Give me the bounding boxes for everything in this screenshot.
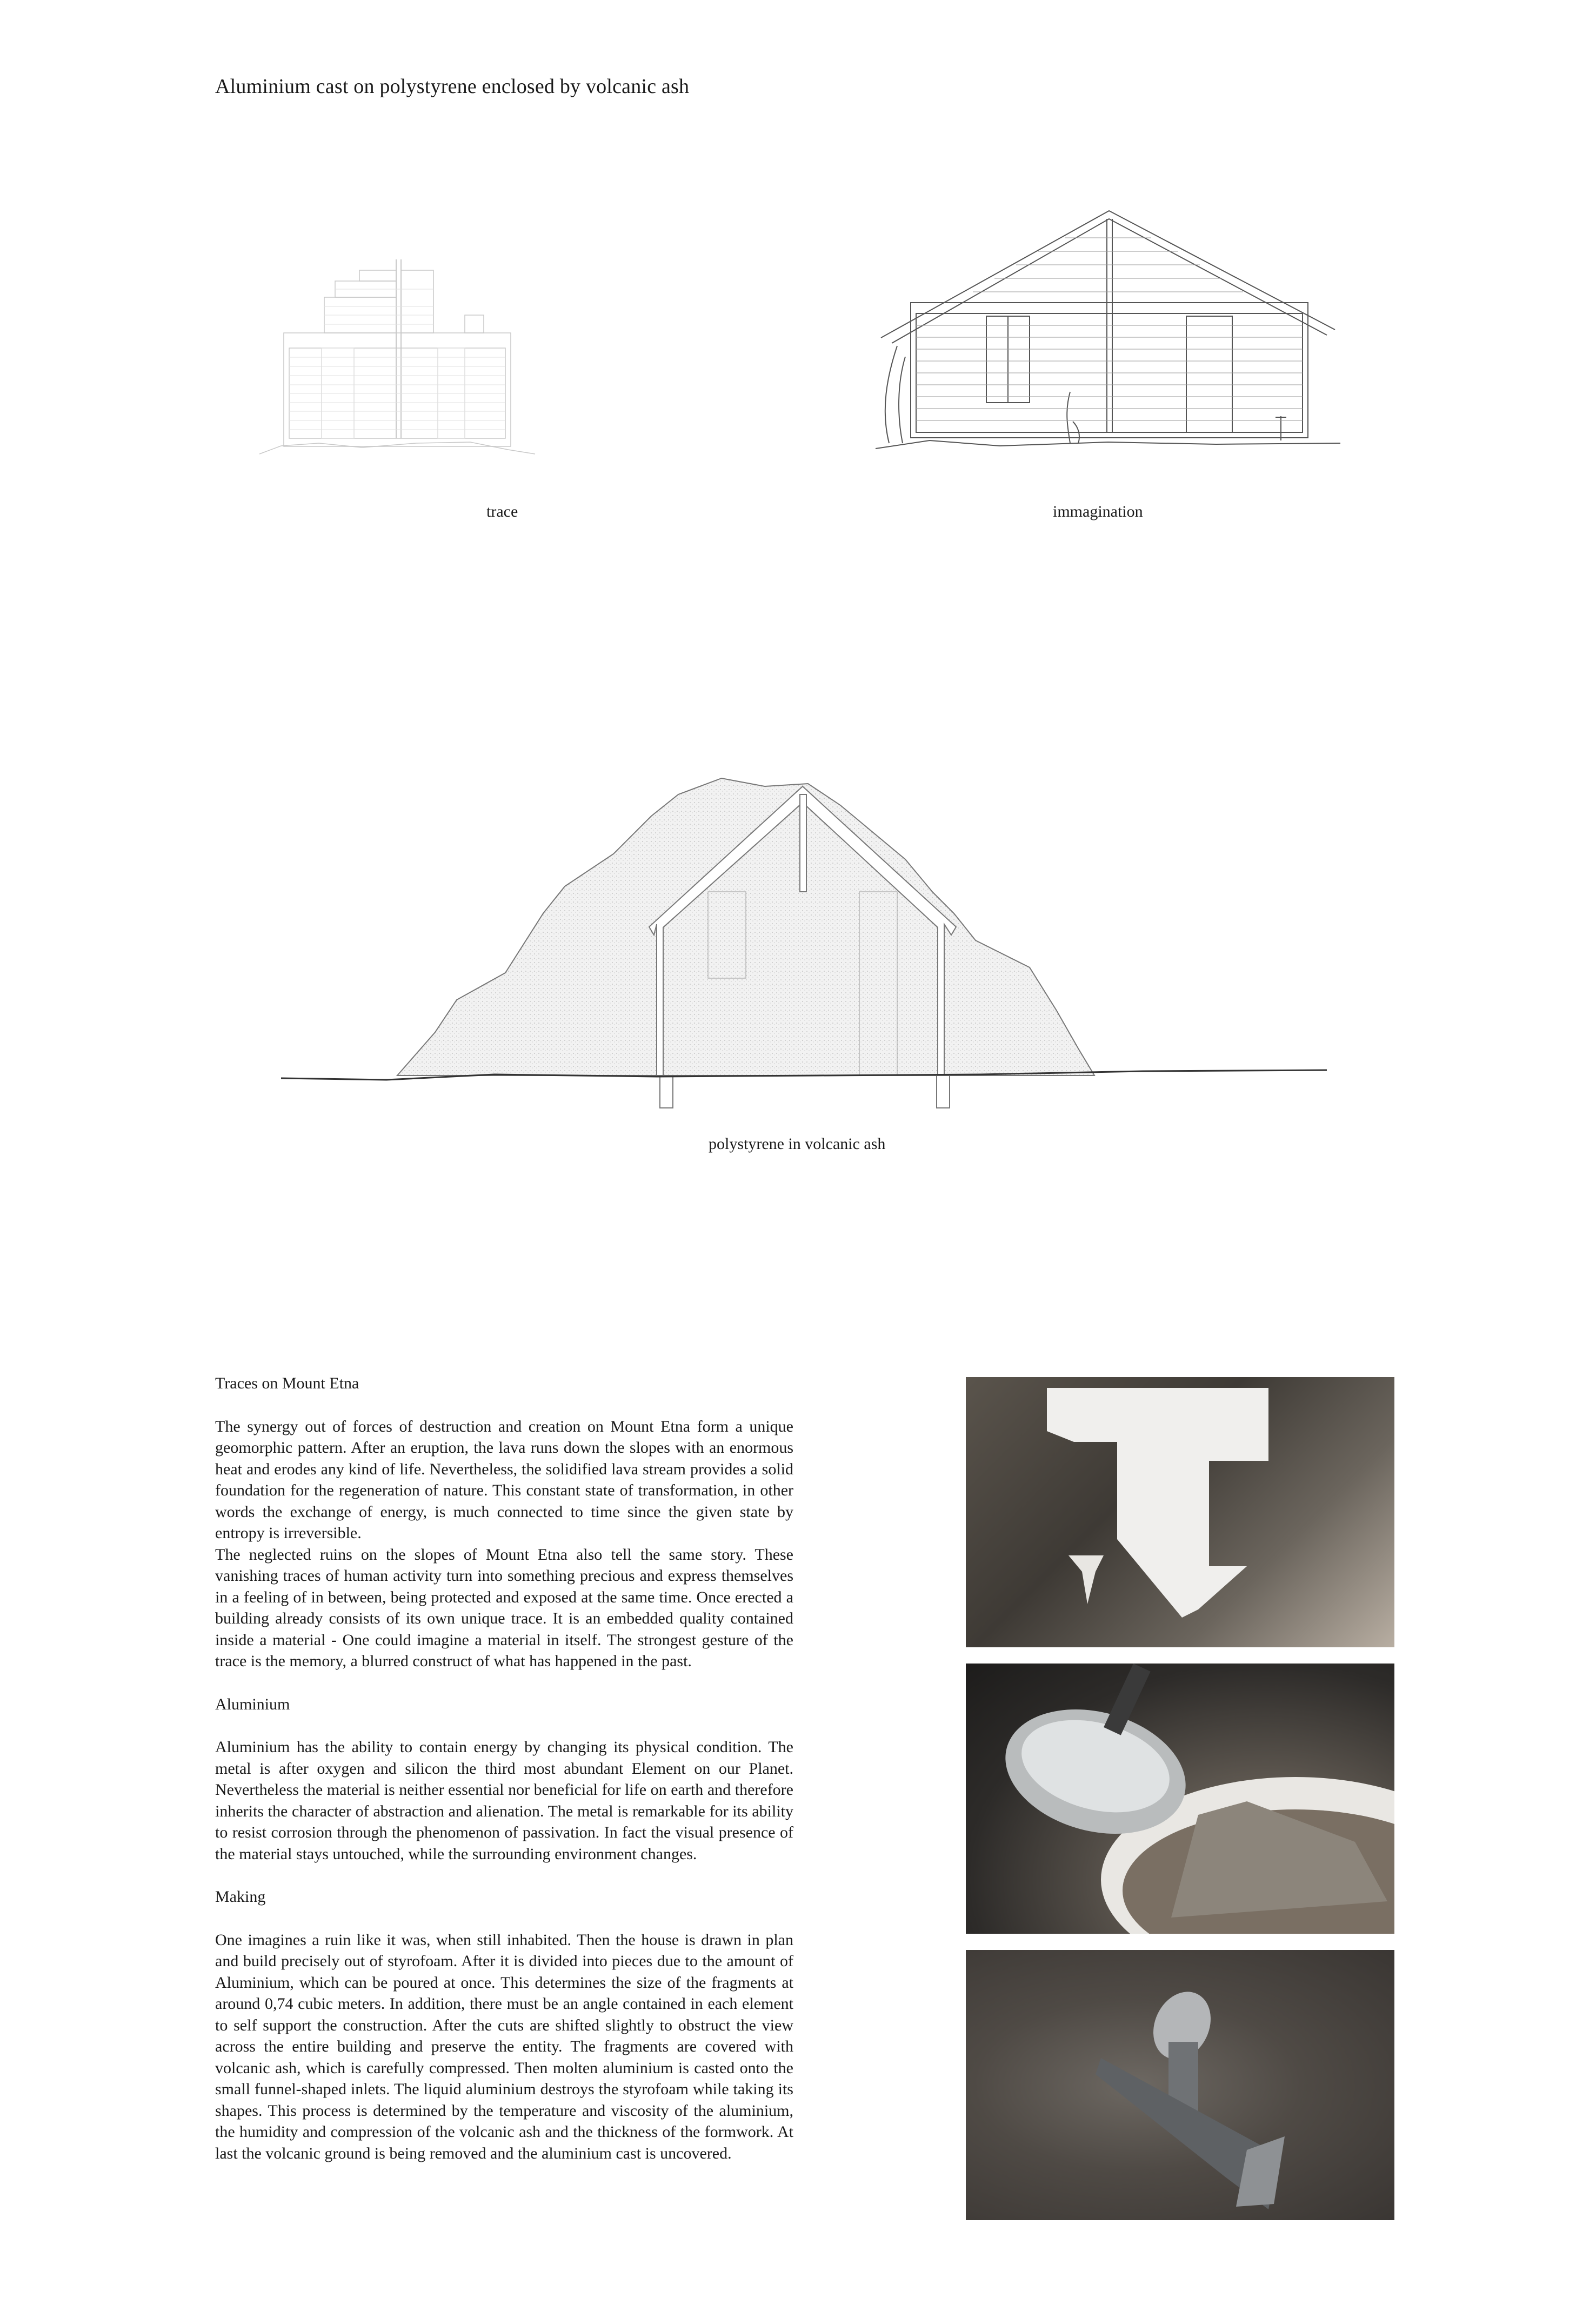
- photo-polystyrene-model: [966, 1377, 1394, 1647]
- polystyrene-model-icon: [966, 1377, 1394, 1647]
- section-heading-traces: Traces on Mount Etna: [215, 1374, 359, 1392]
- ash-section-drawing-icon: [278, 762, 1338, 1113]
- section-heading-making: Making: [215, 1888, 266, 1906]
- caption-trace: trace: [486, 503, 518, 520]
- trace-drawing: [254, 259, 762, 465]
- pouring-ladle-icon: [966, 1664, 1394, 1934]
- caption-section: polystyrene in volcanic ash: [709, 1135, 886, 1153]
- section-heading-aluminium: Aluminium: [215, 1695, 290, 1713]
- paragraph-making: One imagines a ruin like it was, when still inhabited. Then the house is drawn in plan and build precisely out of styrofoam. After it is divided into pieces due to the amount of Aluminium, which can be poured at once. This determines the size of the fragments at around 0,74 cubic meters. In addition, there must be an angle contained in each element to self support the construction. After the cuts are shifted slightly to obstruct the view across the entire building and preserve the entity. The fragments are covered with volcanic ash, which is carefully compressed. Then molten aluminium is casted onto the small funnel-shaped inlets. The liquid aluminium destroys the styrofoam while taking its shapes. This process is determined by the temperature and viscosity of the aluminium, the humidity and compression of the volcanic ash and the thickness of the formwork. At last the volcanic ground is being removed and the aluminium cast is uncovered.: [215, 1930, 793, 2162]
- text-column: [215, 1373, 793, 2164]
- paragraph-traces-1: The synergy out of forces of destruction and creation on Mount Etna form a unique geomorphic pattern. After an eruption, the lava runs down the slopes with an enormous heat and erodes any kind of life. Nevertheless, the solidified lava stream provides a solid foundation for the regeneration of nature. This constant state of transformation, in other words the exchange of energy, is much connected to time since the given state by entropy is irreversible.: [215, 1417, 793, 1542]
- aluminium-cast-icon: [966, 1950, 1394, 2220]
- caption-imagination: immagination: [1053, 503, 1143, 520]
- ruin-elevation-drawing-icon: [254, 259, 762, 465]
- imagination-drawing: [865, 205, 1351, 454]
- photo-pouring-aluminium: [966, 1664, 1394, 1934]
- paragraph-aluminium: Aluminium has the ability to contain energy by changing its physical condition. The metal is after oxygen and silicon the third most abundant Element on our Planet. Nevertheless the material is neither essential nor beneficial for life on earth and therefore inherits the character of abstraction and alienation. The metal is remarkable for its ability to resist corrosion through the phenomenon of passivation. In fact the visual presence of the material stays untouched, while the surrounding environment changes.: [215, 1738, 793, 1863]
- page-title: Aluminium cast on polystyrene enclosed by volcanic ash: [215, 75, 690, 98]
- house-elevation-drawing-icon: [865, 205, 1351, 454]
- section-drawing: [278, 762, 1338, 1113]
- photo-aluminium-cast: [966, 1950, 1394, 2220]
- paragraph-traces-2: The neglected ruins on the slopes of Mount Etna also tell the same story. These vanishing traces of human activity turn into something precious and express themselves in a feeling of in between, being protected and exposed at the same time. Once erected a building already consists of its own unique trace. It is an embedded quality contained inside a material - One could imagine a material in itself. The strongest gesture of the trace is the memory, a blurred construct of what has happened in the past.: [215, 1545, 793, 1670]
